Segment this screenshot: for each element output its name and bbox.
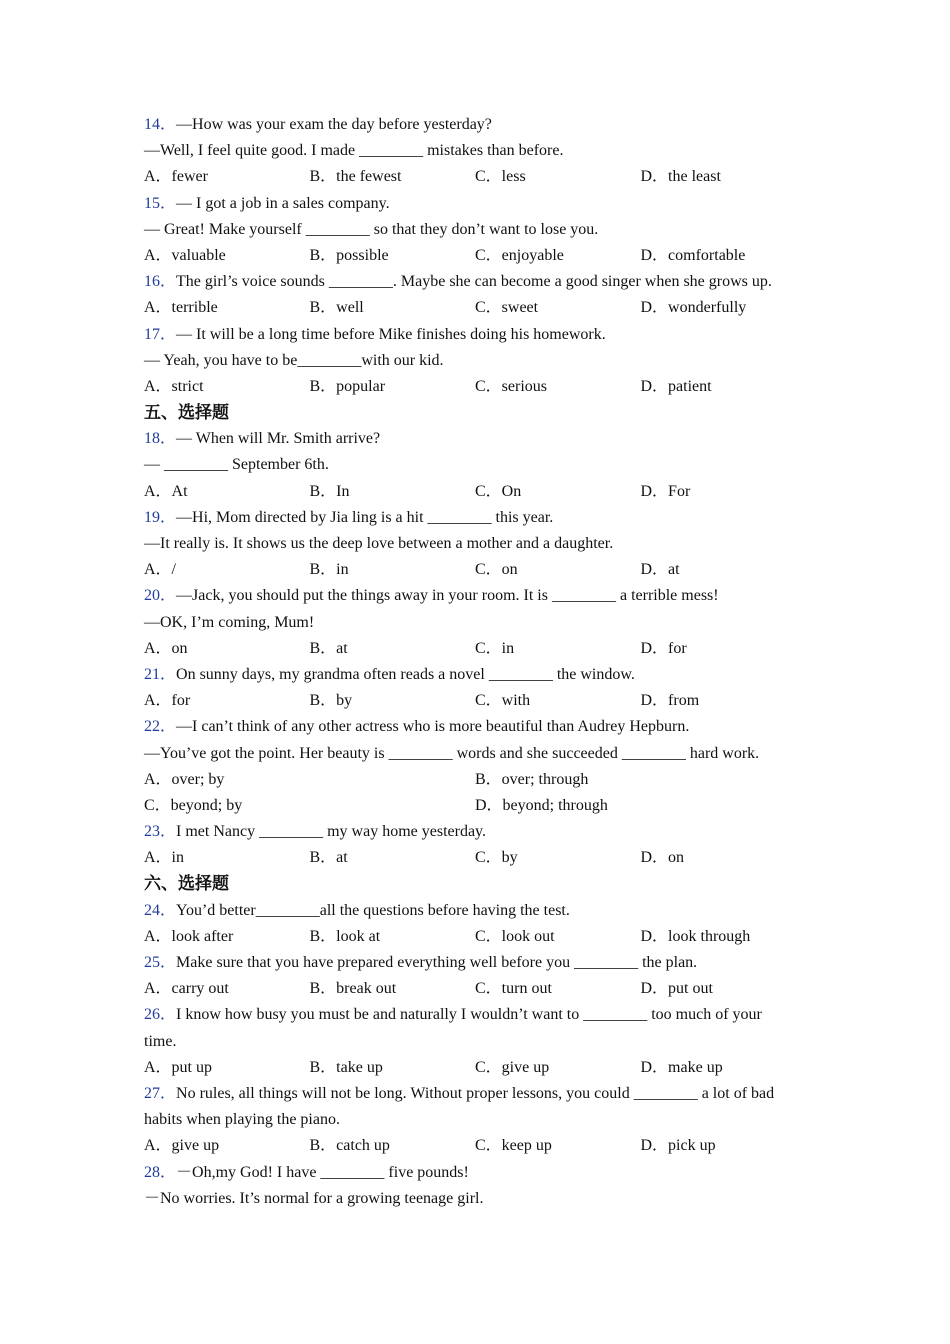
question-22 <box>144 714 814 819</box>
section-heading: 六、选择题 <box>144 874 229 895</box>
question-number: 16． <box>144 273 177 291</box>
question-18 <box>144 426 814 505</box>
question-17 <box>144 322 814 401</box>
question-25 <box>144 950 814 1002</box>
question-line: —You’ve got the point. Her beauty is ________ words and she succeeded ________ hard work. <box>144 744 760 762</box>
answer-option[interactable]: D．on <box>640 849 685 867</box>
question-stem: 23．I met Nancy ________ my way home yesterday. <box>144 823 487 841</box>
question-stem: 14．—How was your exam the day before yesterday? <box>144 116 492 133</box>
options-row <box>144 976 814 1002</box>
answer-option[interactable]: D．from <box>640 692 700 710</box>
answer-option[interactable]: C．on <box>475 561 518 579</box>
answer-option[interactable]: B．take up <box>309 1058 383 1076</box>
answer-option[interactable]: D．For <box>640 482 691 500</box>
question-14 <box>144 112 814 191</box>
answer-option[interactable]: A．on <box>144 639 188 657</box>
options-row <box>144 1055 814 1081</box>
answer-option[interactable]: A．over; by <box>144 770 225 788</box>
answer-option[interactable]: B．at <box>309 639 348 657</box>
question-27 <box>144 1081 814 1160</box>
question-24 <box>144 898 814 950</box>
answer-option[interactable]: A．fewer <box>144 168 208 186</box>
answer-option[interactable]: B．by <box>309 692 353 710</box>
answer-option[interactable]: A．carry out <box>144 980 229 998</box>
question-stem: 19．—Hi, Mom directed by Jia ling is a hit ________ this year. <box>144 508 554 526</box>
answer-option[interactable]: D．put out <box>640 980 713 998</box>
question-stem: 15．— I got a job in a sales company. <box>144 194 390 212</box>
question-number: 24． <box>144 901 177 919</box>
question-line: —It really is. It shows us the deep love between a mother and a daughter. <box>144 535 614 552</box>
answer-option[interactable]: D．the least <box>640 168 721 186</box>
question-number: 23． <box>144 823 177 841</box>
question-stem: 21．On sunny days, my grandma often reads a novel ________ the window. <box>144 665 635 683</box>
options-row <box>144 557 814 583</box>
options-row <box>144 688 814 714</box>
answer-option[interactable]: D．patient <box>640 377 712 395</box>
answer-option[interactable]: C．enjoyable <box>475 246 564 264</box>
answer-option[interactable]: A．put up <box>144 1058 213 1076</box>
question-line: habits when playing the piano. <box>144 1111 340 1129</box>
question-28 <box>144 1160 814 1212</box>
answer-option[interactable]: C．look out <box>475 927 555 945</box>
answer-option[interactable]: D．pick up <box>640 1137 716 1155</box>
question-stem: 16．The girl’s voice sounds ________. Maybe she can become a good singer when she grows up. <box>144 273 772 291</box>
worksheet-page <box>144 112 814 1212</box>
question-number: 21． <box>144 665 177 683</box>
options-row <box>144 793 814 819</box>
question-number: 14． <box>144 116 177 133</box>
answer-option[interactable]: C．by <box>475 849 518 867</box>
answer-option[interactable]: C．sweet <box>475 299 539 317</box>
question-number: 17． <box>144 325 177 343</box>
answer-option[interactable]: D．beyond; through <box>475 796 608 814</box>
question-line: —OK, I’m coming, Mum! <box>144 613 315 631</box>
answer-option[interactable]: B．popular <box>309 377 386 395</box>
options-row <box>144 1133 814 1159</box>
question-number: 28． <box>144 1163 177 1181</box>
answer-option[interactable]: B．look at <box>309 927 381 945</box>
question-line: －No worries. It’s normal for a growing teenage girl. <box>144 1189 484 1207</box>
question-stem: 22．—I can’t think of any other actress who is more beautiful than Audrey Hepburn. <box>144 718 690 736</box>
answer-option[interactable]: A．in <box>144 849 185 867</box>
question-16 <box>144 269 814 321</box>
answer-option[interactable]: D．at <box>640 561 680 579</box>
answer-option[interactable]: C．turn out <box>475 980 552 998</box>
question-number: 18． <box>144 430 177 448</box>
answer-option[interactable]: A．terrible <box>144 299 218 317</box>
question-23 <box>144 819 814 871</box>
answer-option[interactable]: B．over; through <box>475 770 589 788</box>
question-line: — ________ September 6th. <box>144 456 329 474</box>
options-row <box>144 374 814 400</box>
section-heading: 五、选择题 <box>144 403 229 424</box>
question-number: 19． <box>144 508 177 526</box>
question-stem: 25．Make sure that you have prepared everything well before you ________ the plan. <box>144 954 698 971</box>
answer-option[interactable]: A．for <box>144 692 191 710</box>
answer-option[interactable]: B．catch up <box>309 1137 390 1155</box>
answer-option[interactable]: A．strict <box>144 377 204 395</box>
question-line: —Well, I feel quite good. I made ________ mistakes than before. <box>144 142 564 160</box>
answer-option[interactable]: A．valuable <box>144 246 226 264</box>
answer-option[interactable]: C．serious <box>475 377 548 395</box>
options-row <box>144 636 814 662</box>
options-row <box>144 295 814 321</box>
answer-option[interactable]: D．make up <box>640 1058 723 1076</box>
answer-option[interactable]: B．in <box>309 561 349 579</box>
answer-option[interactable]: A．/ <box>144 561 177 579</box>
options-row <box>144 845 814 871</box>
question-26 <box>144 1002 814 1081</box>
question-number: 25． <box>144 954 177 971</box>
question-stem: 20．—Jack, you should put the things away in your room. It is ________ a terrible mess! <box>144 587 719 605</box>
question-19 <box>144 505 814 584</box>
answer-option[interactable]: A．look after <box>144 927 234 945</box>
answer-option[interactable]: A．give up <box>144 1137 220 1155</box>
question-20 <box>144 583 814 662</box>
answer-option[interactable]: D．wonderfully <box>640 299 747 317</box>
answer-option[interactable]: B．possible <box>309 246 389 264</box>
options-row <box>144 479 814 505</box>
question-line: time. <box>144 1032 177 1050</box>
answer-option[interactable]: D．for <box>640 639 687 657</box>
question-number: 15． <box>144 194 177 212</box>
question-line: — Yeah, you have to be________with our kid. <box>144 351 444 369</box>
question-stem: 26．I know how busy you must be and naturally I wouldn’t want to ________ too much of your <box>144 1006 762 1024</box>
question-number: 22． <box>144 718 177 736</box>
options-row <box>144 924 814 950</box>
question-stem: 17．— It will be a long time before Mike finishes doing his homework. <box>144 325 606 343</box>
question-stem: 18．— When will Mr. Smith arrive? <box>144 430 381 448</box>
answer-option[interactable]: C．On <box>475 482 522 500</box>
question-number: 27． <box>144 1084 177 1102</box>
options-row <box>144 243 814 269</box>
answer-option[interactable]: B．at <box>309 849 348 867</box>
answer-option[interactable]: C．beyond; by <box>144 796 243 814</box>
question-21 <box>144 662 814 714</box>
answer-option[interactable]: C．keep up <box>475 1137 552 1155</box>
answer-option[interactable]: D．comfortable <box>640 246 746 264</box>
answer-option[interactable]: A．At <box>144 482 188 500</box>
question-number: 26． <box>144 1006 177 1024</box>
question-stem: 24．You’d better________all the questions before having the test. <box>144 901 570 919</box>
question-line: — Great! Make yourself ________ so that they don’t want to lose you. <box>144 220 599 238</box>
answer-option[interactable]: C．in <box>475 639 515 657</box>
answer-option[interactable]: B．well <box>309 299 364 317</box>
answer-option[interactable]: B．break out <box>309 980 397 998</box>
question-stem: 27．No rules, all things will not be long. Without proper lessons, you could ________ a lot of bad <box>144 1084 775 1102</box>
question-number: 20． <box>144 587 177 605</box>
answer-option[interactable]: B．In <box>309 482 350 500</box>
question-stem: 28．－Oh,my God! I have ________ five pounds! <box>144 1163 469 1181</box>
answer-option[interactable]: C．give up <box>475 1058 550 1076</box>
answer-option[interactable]: D．look through <box>640 927 751 945</box>
options-row <box>144 164 814 190</box>
answer-option[interactable]: B．the fewest <box>309 168 402 186</box>
answer-option[interactable]: C．with <box>475 692 531 710</box>
question-15 <box>144 191 814 270</box>
answer-option[interactable]: C．less <box>475 168 526 186</box>
options-row <box>144 767 814 793</box>
